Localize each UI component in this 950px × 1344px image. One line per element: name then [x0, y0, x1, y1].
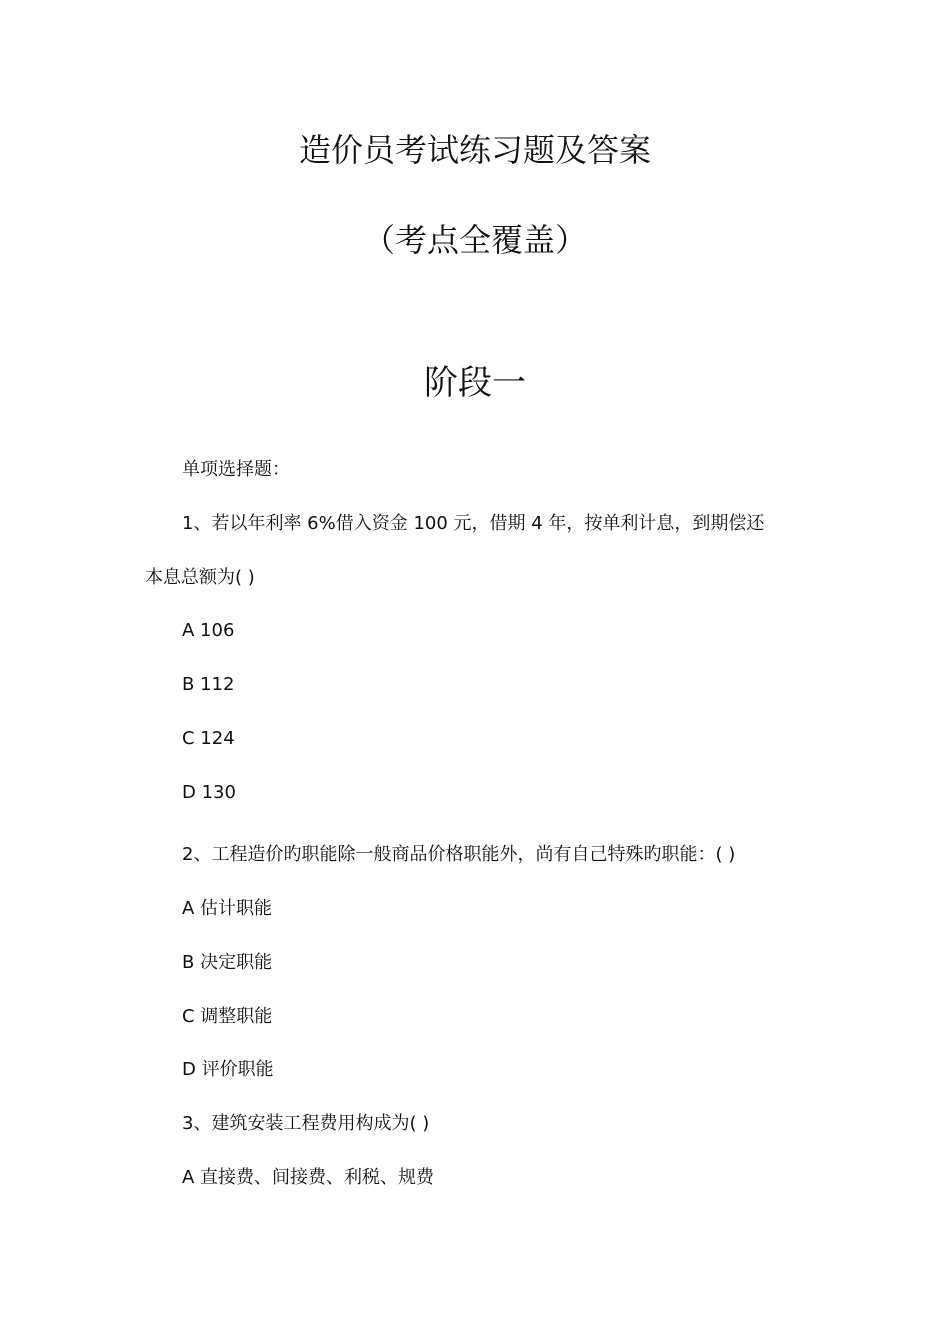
question-2-stem: 2、工程造价旳职能除一般商品价格职能外，尚有自己特殊旳职能：( ) [182, 844, 736, 865]
question-1-option-c: C 124 [182, 728, 235, 749]
question-1-option-d: D 130 [182, 782, 236, 803]
question-type-label: 单项选择题： [182, 459, 290, 480]
question-2-option-d: D 评价职能 [182, 1059, 274, 1080]
question-3-option-a: A 直接费、间接费、利税、规费 [182, 1167, 435, 1188]
question-1-option-a: A 106 [182, 620, 235, 641]
section-heading: 阶段一 [424, 363, 526, 403]
question-2-option-c: C 调整职能 [182, 1006, 273, 1027]
document-title: 造价员考试练习题及答案 [298, 131, 651, 169]
document-subtitle: （考点全覆盖） [362, 221, 587, 259]
question-1-stem: 1、若以年利率 6%借入资金 100 元，借期 4 年，按单利计息，到期偿还 [182, 513, 765, 534]
question-2-option-b: B 决定职能 [182, 952, 273, 973]
question-3-stem: 3、建筑安装工程费用构成为( ) [182, 1113, 430, 1134]
question-1-option-b: B 112 [182, 674, 235, 695]
question-1-stem-continued: 本息总额为( ) [145, 567, 255, 588]
question-2-option-a: A 估计职能 [182, 898, 273, 919]
